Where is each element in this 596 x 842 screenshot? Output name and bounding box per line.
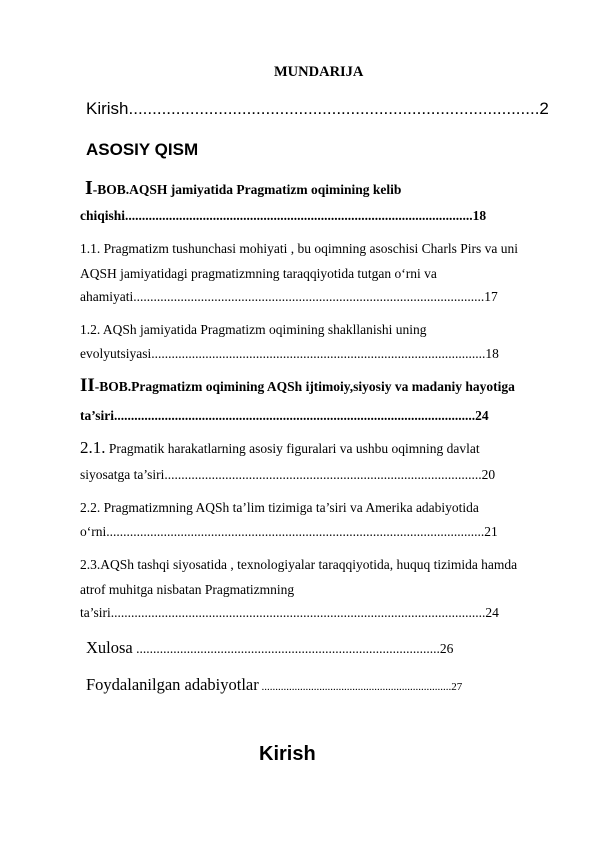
toc-chapter-1-line1 xyxy=(85,177,401,200)
adabiyot-label: Foydalanilgan adabiyotlar xyxy=(86,675,259,694)
toc-section-asosiy-qism: ASOSIY QISM xyxy=(86,140,199,159)
toc-subsection-2-3-line2: atrof muhitga nisbatan Pragmatizmning xyxy=(80,582,295,597)
chapter-1-title: -BOB.AQSH jamiyatida Pragmatizm oqimining kelib xyxy=(92,182,402,197)
toc-subsection-1-2-line1: 1.2. AQSh jamiyatida Pragmatizm oqimining shakllanishi uning xyxy=(80,322,427,337)
xulosa-leader: ..........................................................................................26 xyxy=(132,641,454,656)
toc-chapter-1-line2: chiqishi.......................................................................................................18 xyxy=(80,208,487,223)
toc-chapter-2-line1 xyxy=(80,375,515,397)
toc-title: MUNDARIJA xyxy=(274,64,364,80)
chapter-2-title: -BOB.Pragmatizm oqimining AQSh ijtimoiy,siyosiy va madaniy hayotiga xyxy=(94,379,515,394)
subsection-2-1-title: Pragmatik harakatlarning asosiy figuralari va ushbu oqimning davlat xyxy=(105,441,480,456)
toc-subsection-1-1-line3: ahamiyati........................................................................................................17 xyxy=(80,289,498,304)
xulosa-label: Xulosa xyxy=(86,638,133,657)
toc-subsection-2-2-line2: o‘rni................................................................................................................21 xyxy=(80,524,498,539)
adabiyot-leader: .....................................................................27 xyxy=(258,681,463,693)
toc-entry-xulosa xyxy=(86,638,453,658)
toc-subsection-1-1-line2: AQSH jamiyatidagi pragmatizmning taraqqiyotida tutgan o‘rni va xyxy=(80,266,437,281)
chapter-1-roman: I xyxy=(85,177,93,199)
chapter-2-roman: II xyxy=(80,375,95,396)
toc-entry-kirish: Kirish.......................................................................................2 xyxy=(86,99,549,118)
subsection-2-1-number: 2.1. xyxy=(80,438,106,457)
toc-subsection-2-2-line1: 2.2. Pragmatizmning AQSh ta’lim tizimiga ta’siri va Amerika adabiyotida xyxy=(80,500,479,515)
toc-subsection-2-3-line1: 2.3.AQSh tashqi siyosatida , texnologiyalar taraqqiyotida, huquq tizimida hamda xyxy=(80,557,518,572)
toc-entry-foydalanilgan-adabiyotlar xyxy=(86,675,462,695)
toc-subsection-1-2-line2: evolyutsiyasi...................................................................................................18 xyxy=(80,346,499,361)
toc-subsection-2-3-line3: ta’siri...............................................................................................................24 xyxy=(80,605,499,620)
section-heading-kirish: Kirish xyxy=(259,743,316,765)
toc-subsection-2-1-line2: siyosatga ta’siri..............................................................................................20 xyxy=(80,467,496,482)
toc-subsection-1-1-line1: 1.1. Pragmatizm tushunchasi mohiyati , bu oqimning asoschisi Charls Pirs va uni xyxy=(80,241,518,256)
toc-subsection-2-1-line1 xyxy=(80,438,480,458)
toc-chapter-2-line2: ta’siri...........................................................................................................24 xyxy=(80,408,489,423)
